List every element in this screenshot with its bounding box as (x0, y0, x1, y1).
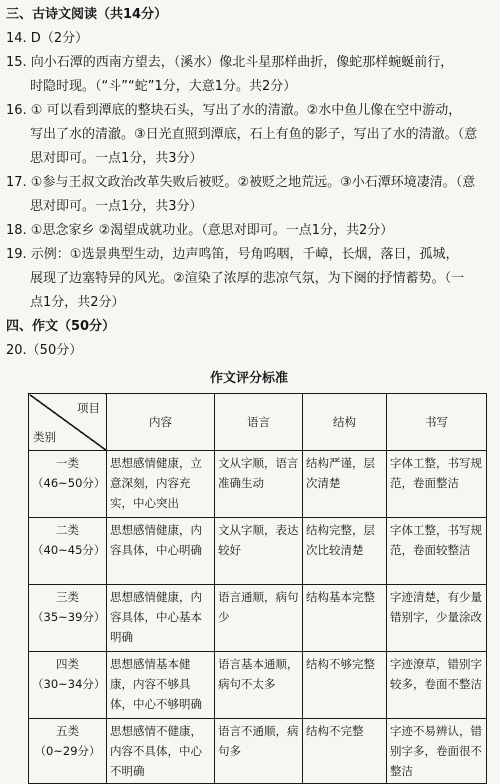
table-row (29, 652, 487, 719)
language-cell: 语言基本通顺，病句不太多 (215, 652, 303, 719)
section-3-heading: 三、古诗文阅读（共14分） (6, 7, 168, 22)
answer-18: 18. ①思念家乡 ②渴望成就功业。（意思对即可。一点1分，共2分） (6, 223, 394, 238)
category-name: 四类 (56, 657, 79, 671)
language-cell: 文从字顺，语言准确生动 (215, 451, 303, 518)
answer-17-line-2: 思对即可。一点1分，共3分） (30, 199, 203, 214)
answer-19-line-3: 点1分，共2分） (30, 295, 125, 310)
answer-19-line-1: 19. 示例：①选景典型生动，边声鸣笛，号角呜咽，千嶂，长烟，落日，孤城， (6, 247, 459, 262)
category-range: （0~29分） (34, 744, 101, 758)
language-cell: 语言通顺，病句少 (215, 585, 303, 652)
writing-cell: 字体工整，书写规范，卷面整洁 (387, 451, 487, 518)
answer-19-line-2: 展现了边塞特异的风光。②渲染了浓厚的悲凉气氛，为下阕的抒情蓄势。（一 (30, 271, 465, 286)
structure-cell: 结构不够完整 (303, 652, 387, 719)
category-name: 二类 (56, 523, 79, 537)
answer-16-line-3: 思对即可。一点1分，共3分） (30, 151, 203, 166)
answer-17-line-1: 17. ①参与王叔文政治改革失败后被贬。②被贬之地荒远。③小石潭环境凄清。（意 (6, 175, 476, 190)
table-row (29, 451, 487, 518)
header-content: 内容 (107, 394, 215, 451)
header-language: 语言 (215, 394, 303, 451)
table-caption: 作文评分标准 (209, 371, 288, 386)
category-cell (29, 451, 107, 518)
content-cell: 思想感情不健康，内容不具体，中心不明确 (107, 719, 215, 784)
answer-16-line-2: 写出了水的清澈。③日光直照到潭底，石上有鱼的影子，写出了水的清澈。（意 (30, 127, 478, 142)
table-row (29, 585, 487, 652)
structure-cell: 结构严谨，层次清楚 (303, 451, 387, 518)
category-name: 三类 (56, 590, 79, 604)
structure-cell: 结构基本完整 (303, 585, 387, 652)
content-cell: 思想感情健康，立意深刻，内容充实，中心突出 (107, 451, 215, 518)
writing-cell: 字迹清楚，有少量错别字，少量涂改 (387, 585, 487, 652)
scoring-table (28, 393, 487, 784)
writing-cell: 字迹潦草，错别字较多，卷面不整洁 (387, 652, 487, 719)
category-cell (29, 585, 107, 652)
category-cell (29, 518, 107, 585)
content-cell: 思想感情健康，内容具体，中心明确 (107, 518, 215, 585)
category-name: 五类 (56, 724, 79, 738)
table-header-row (29, 394, 487, 451)
category-range: （35~39分） (32, 610, 106, 624)
category-range: （46~50分） (32, 476, 106, 490)
header-writing: 书写 (387, 394, 487, 451)
table-row (29, 518, 487, 585)
corner-top-label: 项目 (77, 401, 100, 415)
language-cell: 文从字顺，表达较好 (215, 518, 303, 585)
category-cell (29, 719, 107, 784)
content-cell: 思想感情健康，内容具体，中心基本明确 (107, 585, 215, 652)
corner-cell (29, 394, 107, 451)
category-range: （30~34分） (32, 677, 106, 691)
header-structure: 结构 (303, 394, 387, 451)
category-cell (29, 652, 107, 719)
structure-cell: 结构不完整 (303, 719, 387, 784)
category-range: （40~45分） (32, 543, 106, 557)
answer-15-line-2: 时隐时现。（“斗”“蛇”1分，大意1分。共2分） (30, 79, 297, 94)
content-cell: 思想感情基本健康，内容不够具体，中心不够明确 (107, 652, 215, 719)
table-row (29, 719, 487, 784)
answer-15-line-1: 15. 向小石潭的西南方望去，（溪水）像北斗星那样曲折，像蛇那样蜿蜒前行， (6, 55, 454, 70)
writing-cell: 字体工整，书写规范，卷面较整洁 (387, 518, 487, 585)
answer-20: 20.（50分） (6, 343, 83, 358)
section-4-heading: 四、作文（50分） (6, 319, 116, 334)
structure-cell: 结构完整，层次比较清楚 (303, 518, 387, 585)
language-cell: 语言不通顺，病句多 (215, 719, 303, 784)
corner-bottom-label: 类别 (33, 430, 56, 444)
category-name: 一类 (56, 456, 79, 470)
answer-14: 14. D（2分） (6, 31, 89, 46)
answer-16-line-1: 16. ① 可以看到潭底的整块石头，写出了水的清澈。②水中鱼儿像在空中游动， (6, 103, 462, 118)
writing-cell: 字迹不易辨认，错别字多，卷面很不整洁 (387, 719, 487, 784)
